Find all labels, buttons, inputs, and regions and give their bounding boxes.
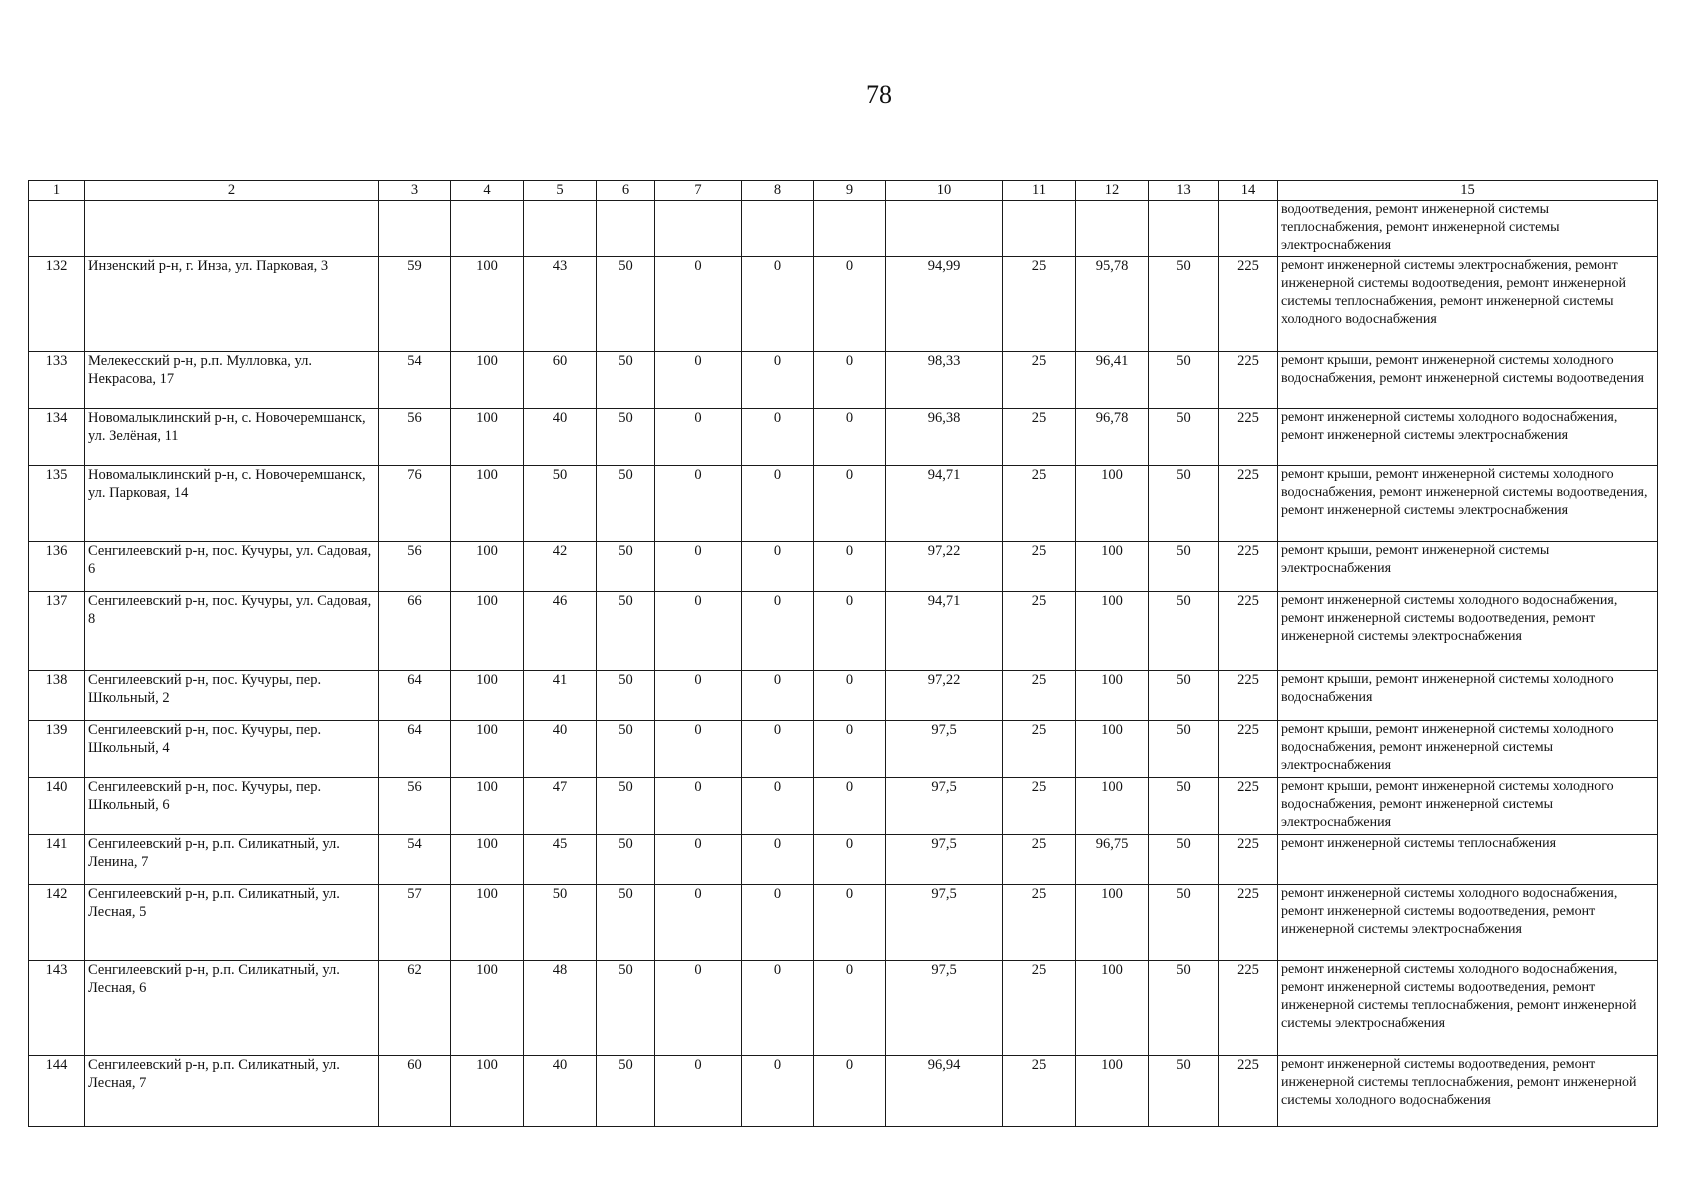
cell-col-4: 100 (451, 592, 524, 671)
cell-work-description: ремонт крыши, ремонт инженерной системы холодного водоснабжения, ремонт инженерной системы водоотведения, ремонт инженерной системы электроснабжения (1278, 466, 1658, 542)
cell-col-6: 50 (597, 721, 655, 778)
cell-col-14: 225 (1219, 885, 1278, 961)
cell-col-7: 0 (655, 961, 742, 1056)
cell-row-number: 139 (29, 721, 85, 778)
cell-col-13: 50 (1149, 961, 1219, 1056)
cell-col-11 (1003, 201, 1076, 257)
cell-col-6: 50 (597, 409, 655, 466)
cell-col-9: 0 (814, 961, 886, 1056)
cell-col-7: 0 (655, 835, 742, 885)
cell-work-description: ремонт инженерной системы холодного водоснабжения, ремонт инженерной системы водоотведения, ремонт инженерной системы электроснабжения (1278, 592, 1658, 671)
cell-col-8: 0 (742, 592, 814, 671)
cell-col-13: 50 (1149, 352, 1219, 409)
cell-col-8 (742, 201, 814, 257)
column-header: 7 (655, 181, 742, 201)
cell-col-4: 100 (451, 671, 524, 721)
cell-col-10: 97,5 (886, 961, 1003, 1056)
cell-col-8: 0 (742, 352, 814, 409)
cell-work-description: ремонт инженерной системы холодного водоснабжения, ремонт инженерной системы водоотведения, ремонт инженерной системы электроснабжения (1278, 885, 1658, 961)
cell-address: Сенгилеевский р-н, р.п. Силикатный, ул. Ленина, 7 (85, 835, 379, 885)
cell-col-14: 225 (1219, 1056, 1278, 1127)
cell-col-6: 50 (597, 1056, 655, 1127)
cell-col-12: 100 (1076, 961, 1149, 1056)
cell-col-8: 0 (742, 835, 814, 885)
cell-work-description: ремонт инженерной системы холодного водоснабжения, ремонт инженерной системы водоотведения, ремонт инженерной системы теплоснабжения, ремонт инженерной системы электроснабжения (1278, 961, 1658, 1056)
cell-row-number: 137 (29, 592, 85, 671)
cell-work-description: ремонт инженерной системы водоотведения, ремонт инженерной системы теплоснабжения, ремонт инженерной системы холодного водоснабжения (1278, 1056, 1658, 1127)
cell-col-8: 0 (742, 257, 814, 352)
cell-col-4: 100 (451, 721, 524, 778)
cell-col-9: 0 (814, 409, 886, 466)
cell-col-7: 0 (655, 257, 742, 352)
table-row (29, 592, 1658, 671)
cell-col-5: 46 (524, 592, 597, 671)
cell-col-14: 225 (1219, 257, 1278, 352)
cell-col-9: 0 (814, 257, 886, 352)
cell-col-14: 225 (1219, 835, 1278, 885)
cell-row-number: 138 (29, 671, 85, 721)
cell-address (85, 201, 379, 257)
cell-col-12: 100 (1076, 721, 1149, 778)
column-header: 3 (379, 181, 451, 201)
cell-col-5: 40 (524, 1056, 597, 1127)
cell-col-3: 76 (379, 466, 451, 542)
cell-col-9: 0 (814, 835, 886, 885)
cell-col-5 (524, 201, 597, 257)
cell-col-6: 50 (597, 835, 655, 885)
cell-col-11: 25 (1003, 409, 1076, 466)
cell-col-9: 0 (814, 466, 886, 542)
cell-col-3: 54 (379, 835, 451, 885)
cell-address: Сенгилеевский р-н, пос. Кучуры, пер. Школьный, 4 (85, 721, 379, 778)
column-header: 8 (742, 181, 814, 201)
cell-col-14: 225 (1219, 542, 1278, 592)
cell-work-description: ремонт инженерной системы электроснабжения, ремонт инженерной системы водоотведения, ремонт инженерной системы теплоснабжения, ремонт инженерной системы холодного водоснабжения (1278, 257, 1658, 352)
cell-row-number: 140 (29, 778, 85, 835)
cell-work-description: ремонт крыши, ремонт инженерной системы холодного водоснабжения, ремонт инженерной системы водоотведения (1278, 352, 1658, 409)
cell-col-12: 100 (1076, 542, 1149, 592)
cell-col-5: 48 (524, 961, 597, 1056)
cell-col-7: 0 (655, 721, 742, 778)
cell-col-8: 0 (742, 778, 814, 835)
cell-row-number: 144 (29, 1056, 85, 1127)
cell-col-4: 100 (451, 778, 524, 835)
cell-col-4: 100 (451, 409, 524, 466)
column-header: 12 (1076, 181, 1149, 201)
cell-col-11: 25 (1003, 778, 1076, 835)
cell-col-12 (1076, 201, 1149, 257)
cell-col-12: 96,78 (1076, 409, 1149, 466)
cell-col-10: 94,99 (886, 257, 1003, 352)
cell-col-13: 50 (1149, 778, 1219, 835)
cell-col-12: 96,75 (1076, 835, 1149, 885)
cell-col-12: 100 (1076, 1056, 1149, 1127)
table-row (29, 671, 1658, 721)
cell-col-9: 0 (814, 1056, 886, 1127)
table-row (29, 409, 1658, 466)
cell-col-3: 66 (379, 592, 451, 671)
cell-col-6: 50 (597, 542, 655, 592)
cell-col-7: 0 (655, 671, 742, 721)
cell-col-6: 50 (597, 352, 655, 409)
cell-col-14: 225 (1219, 466, 1278, 542)
cell-col-11: 25 (1003, 466, 1076, 542)
cell-col-14: 225 (1219, 592, 1278, 671)
table-body (29, 201, 1658, 1127)
cell-col-11: 25 (1003, 961, 1076, 1056)
cell-col-3 (379, 201, 451, 257)
cell-row-number: 135 (29, 466, 85, 542)
cell-col-10 (886, 201, 1003, 257)
cell-col-7: 0 (655, 409, 742, 466)
cell-col-3: 62 (379, 961, 451, 1056)
cell-col-10: 97,22 (886, 671, 1003, 721)
cell-col-5: 50 (524, 885, 597, 961)
cell-address: Сенгилеевский р-н, пос. Кучуры, ул. Садовая, 6 (85, 542, 379, 592)
cell-col-6: 50 (597, 466, 655, 542)
cell-work-description: ремонт крыши, ремонт инженерной системы холодного водоснабжения (1278, 671, 1658, 721)
cell-col-8: 0 (742, 671, 814, 721)
cell-col-14: 225 (1219, 409, 1278, 466)
cell-col-8: 0 (742, 961, 814, 1056)
cell-col-14: 225 (1219, 778, 1278, 835)
cell-col-9: 0 (814, 352, 886, 409)
cell-col-13: 50 (1149, 466, 1219, 542)
cell-col-7: 0 (655, 542, 742, 592)
cell-col-3: 59 (379, 257, 451, 352)
cell-col-8: 0 (742, 542, 814, 592)
cell-col-5: 45 (524, 835, 597, 885)
cell-col-7: 0 (655, 466, 742, 542)
cell-col-12: 95,78 (1076, 257, 1149, 352)
cell-col-10: 97,5 (886, 721, 1003, 778)
cell-col-12: 100 (1076, 466, 1149, 542)
cell-work-description: ремонт инженерной системы холодного водоснабжения, ремонт инженерной системы электроснабжения (1278, 409, 1658, 466)
cell-col-5: 43 (524, 257, 597, 352)
cell-col-8: 0 (742, 409, 814, 466)
cell-col-9: 0 (814, 592, 886, 671)
cell-col-12: 100 (1076, 778, 1149, 835)
cell-col-11: 25 (1003, 352, 1076, 409)
cell-col-14: 225 (1219, 721, 1278, 778)
cell-col-6 (597, 201, 655, 257)
cell-col-11: 25 (1003, 885, 1076, 961)
table-row (29, 352, 1658, 409)
cell-address: Сенгилеевский р-н, пос. Кучуры, пер. Школьный, 6 (85, 778, 379, 835)
cell-col-7: 0 (655, 885, 742, 961)
cell-col-4: 100 (451, 257, 524, 352)
cell-row-number: 134 (29, 409, 85, 466)
cell-col-14: 225 (1219, 671, 1278, 721)
cell-col-11: 25 (1003, 257, 1076, 352)
cell-row-number: 133 (29, 352, 85, 409)
cell-col-13: 50 (1149, 542, 1219, 592)
column-header: 5 (524, 181, 597, 201)
cell-work-description: ремонт крыши, ремонт инженерной системы холодного водоснабжения, ремонт инженерной системы электроснабжения (1278, 721, 1658, 778)
cell-col-6: 50 (597, 885, 655, 961)
cell-col-4: 100 (451, 961, 524, 1056)
housing-repair-table (28, 180, 1658, 1127)
cell-col-5: 47 (524, 778, 597, 835)
cell-col-13: 50 (1149, 257, 1219, 352)
cell-work-description: ремонт крыши, ремонт инженерной системы холодного водоснабжения, ремонт инженерной системы электроснабжения (1278, 778, 1658, 835)
column-header: 2 (85, 181, 379, 201)
cell-row-number: 142 (29, 885, 85, 961)
cell-col-10: 97,5 (886, 778, 1003, 835)
cell-col-11: 25 (1003, 835, 1076, 885)
cell-col-8: 0 (742, 1056, 814, 1127)
column-header: 15 (1278, 181, 1658, 201)
cell-col-3: 64 (379, 671, 451, 721)
cell-row-number: 136 (29, 542, 85, 592)
cell-col-5: 40 (524, 409, 597, 466)
cell-col-3: 64 (379, 721, 451, 778)
cell-col-3: 57 (379, 885, 451, 961)
cell-address: Сенгилеевский р-н, пос. Кучуры, пер. Школьный, 2 (85, 671, 379, 721)
column-header: 10 (886, 181, 1003, 201)
cell-col-3: 60 (379, 1056, 451, 1127)
cell-col-10: 96,38 (886, 409, 1003, 466)
cell-address: Мелекесский р-н, р.п. Мулловка, ул. Некрасова, 17 (85, 352, 379, 409)
cell-row-number: 132 (29, 257, 85, 352)
cell-col-3: 56 (379, 778, 451, 835)
cell-col-9: 0 (814, 778, 886, 835)
cell-col-8: 0 (742, 721, 814, 778)
cell-work-description: ремонт крыши, ремонт инженерной системы электроснабжения (1278, 542, 1658, 592)
table-row (29, 835, 1658, 885)
cell-col-5: 60 (524, 352, 597, 409)
cell-col-13: 50 (1149, 885, 1219, 961)
cell-col-4: 100 (451, 1056, 524, 1127)
table-row (29, 721, 1658, 778)
cell-col-10: 97,5 (886, 885, 1003, 961)
cell-col-11: 25 (1003, 671, 1076, 721)
cell-col-6: 50 (597, 961, 655, 1056)
page-number: 78 (866, 80, 892, 109)
cell-col-13: 50 (1149, 671, 1219, 721)
cell-col-8: 0 (742, 466, 814, 542)
cell-address: Сенгилеевский р-н, р.п. Силикатный, ул. Лесная, 5 (85, 885, 379, 961)
table-row (29, 778, 1658, 835)
cell-col-3: 54 (379, 352, 451, 409)
cell-col-5: 50 (524, 466, 597, 542)
cell-col-9: 0 (814, 542, 886, 592)
table-row (29, 542, 1658, 592)
cell-row-number (29, 201, 85, 257)
cell-col-9: 0 (814, 885, 886, 961)
cell-col-12: 100 (1076, 671, 1149, 721)
cell-col-13 (1149, 201, 1219, 257)
cell-col-8: 0 (742, 885, 814, 961)
column-header: 6 (597, 181, 655, 201)
cell-col-4: 100 (451, 352, 524, 409)
cell-col-13: 50 (1149, 835, 1219, 885)
cell-col-6: 50 (597, 257, 655, 352)
cell-col-7: 0 (655, 1056, 742, 1127)
cell-col-7: 0 (655, 778, 742, 835)
cell-col-5: 40 (524, 721, 597, 778)
table-row (29, 1056, 1658, 1127)
cell-row-number: 143 (29, 961, 85, 1056)
cell-address: Сенгилеевский р-н, р.п. Силикатный, ул. Лесная, 6 (85, 961, 379, 1056)
column-header: 1 (29, 181, 85, 201)
cell-col-12: 100 (1076, 592, 1149, 671)
cell-col-4: 100 (451, 835, 524, 885)
column-header: 14 (1219, 181, 1278, 201)
cell-work-description: ремонт инженерной системы теплоснабжения (1278, 835, 1658, 885)
cell-col-6: 50 (597, 671, 655, 721)
cell-col-9: 0 (814, 721, 886, 778)
cell-col-3: 56 (379, 409, 451, 466)
cell-col-10: 96,94 (886, 1056, 1003, 1127)
cell-col-10: 97,22 (886, 542, 1003, 592)
cell-col-11: 25 (1003, 542, 1076, 592)
cell-col-9 (814, 201, 886, 257)
cell-col-10: 98,33 (886, 352, 1003, 409)
cell-address: Инзенский р-н, г. Инза, ул. Парковая, 3 (85, 257, 379, 352)
column-header: 4 (451, 181, 524, 201)
cell-col-13: 50 (1149, 409, 1219, 466)
cell-col-3: 56 (379, 542, 451, 592)
cell-row-number: 141 (29, 835, 85, 885)
table-row (29, 885, 1658, 961)
cell-col-13: 50 (1149, 1056, 1219, 1127)
cell-col-5: 41 (524, 671, 597, 721)
table-row (29, 257, 1658, 352)
cell-address: Новомалыклинский р-н, с. Новочеремшанск, ул. Парковая, 14 (85, 466, 379, 542)
column-header: 9 (814, 181, 886, 201)
column-header: 11 (1003, 181, 1076, 201)
cell-col-11: 25 (1003, 1056, 1076, 1127)
cell-col-14 (1219, 201, 1278, 257)
column-header: 13 (1149, 181, 1219, 201)
cell-col-10: 97,5 (886, 835, 1003, 885)
table-row (29, 961, 1658, 1056)
cell-col-11: 25 (1003, 721, 1076, 778)
table-row (29, 201, 1658, 257)
cell-address: Сенгилеевский р-н, пос. Кучуры, ул. Садовая, 8 (85, 592, 379, 671)
cell-col-6: 50 (597, 592, 655, 671)
cell-col-14: 225 (1219, 352, 1278, 409)
cell-col-6: 50 (597, 778, 655, 835)
cell-col-10: 94,71 (886, 592, 1003, 671)
cell-col-4: 100 (451, 466, 524, 542)
cell-col-9: 0 (814, 671, 886, 721)
cell-col-4: 100 (451, 542, 524, 592)
cell-address: Сенгилеевский р-н, р.п. Силикатный, ул. Лесная, 7 (85, 1056, 379, 1127)
cell-col-13: 50 (1149, 592, 1219, 671)
cell-address: Новомалыклинский р-н, с. Новочеремшанск, ул. Зелёная, 11 (85, 409, 379, 466)
cell-col-7: 0 (655, 352, 742, 409)
cell-col-4 (451, 201, 524, 257)
cell-col-11: 25 (1003, 592, 1076, 671)
cell-col-12: 100 (1076, 885, 1149, 961)
header-row (29, 181, 1658, 201)
cell-col-4: 100 (451, 885, 524, 961)
cell-col-10: 94,71 (886, 466, 1003, 542)
cell-col-7: 0 (655, 592, 742, 671)
cell-col-12: 96,41 (1076, 352, 1149, 409)
cell-col-7 (655, 201, 742, 257)
table-row (29, 466, 1658, 542)
cell-col-13: 50 (1149, 721, 1219, 778)
cell-col-14: 225 (1219, 961, 1278, 1056)
cell-work-description: водоотведения, ремонт инженерной системы теплоснабжения, ремонт инженерной системы электроснабжения (1278, 201, 1658, 257)
cell-col-5: 42 (524, 542, 597, 592)
